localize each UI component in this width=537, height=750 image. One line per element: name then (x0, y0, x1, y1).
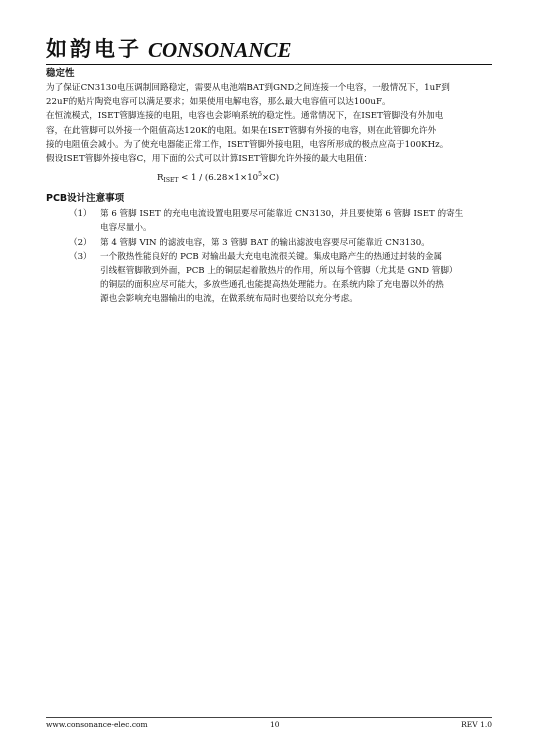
section-title-pcb: PCB设计注意事项 (46, 193, 125, 205)
list-item-number: （2） (69, 237, 92, 248)
formula-superscript: 5 (258, 171, 262, 179)
text-line: 假设ISET管脚外接电容C，用下面的公式可以计算ISET管脚允许外接的最大电阻值： (46, 154, 373, 165)
text-line: 第 6 管脚 ISET 的充电电流设置电阻要尽可能靠近 CN3130，并且要使第 6 管脚 ISET 的寄生 (100, 209, 464, 220)
page-content (46, 67, 492, 307)
text-line: 22uF的贴片陶瓷电容可以满足要求；如果使用电解电容，那么最大电容值可以达100uF。 (46, 97, 391, 108)
page-number: 10 (270, 720, 280, 729)
text-line: 的铜层的面积应尽可能大，多放些通孔也能提高热处理能力。在系统内除了充电器以外的热 (100, 280, 444, 291)
text-line: 引线框管脚散到外面，PCB 上的铜层起着散热片的作用，所以每个管脚（尤其是 GND 管脚） (100, 266, 458, 277)
list-item (46, 236, 492, 250)
formula-subscript: ISET (163, 177, 179, 185)
text-line: 源也会影响充电器输出的电流，在做系统布局时也要给以充分考虑。 (100, 294, 358, 305)
company-logo-cn: 如韵电子 (46, 36, 142, 61)
text-line: 电容尽量小。 (100, 223, 152, 234)
text-line: 接的电阻值会减小。为了使充电器能正常工作，ISET管脚外接电阻，电容所形成的极点应高于100KHz。 (46, 139, 449, 150)
text-line: 容，在此管脚可以外接一个阻值高达120K的电阻。如果在ISET管脚有外接的电容，则在此管脚允许外 (46, 125, 437, 136)
list-item (46, 250, 492, 307)
text-line: 一个散热性能良好的 PCB 对输出最大充电电流很关键。集成电路产生的热通过封装的金属 (100, 251, 443, 262)
text-line: 第 4 管脚 VIN 的滤波电容，第 3 管脚 BAT 的输出滤波电容要尽可能靠近 CN3130。 (100, 237, 430, 248)
list-item-number: （1） (69, 209, 92, 220)
list-item-number: （3） (69, 251, 92, 262)
list-item (46, 207, 492, 235)
stability-paragraph-1 (46, 81, 492, 109)
text-line: 在恒流模式，ISET管脚连接的电阻，电容也会影响系统的稳定性。通常情况下，在ISET管脚没有外加电 (46, 111, 444, 122)
pcb-guidelines-list (46, 207, 492, 306)
revision-label: REV 1.0 (461, 720, 492, 729)
iset-resistance-formula (46, 168, 492, 188)
header-divider (46, 64, 492, 65)
formula-mid: < 1 / (6.28×1×10 (181, 173, 259, 184)
company-logo-en: CONSONANCE (148, 38, 292, 62)
text-line: 为了保证CN3130电压调制回路稳定，需要从电池端BAT到GND之间连接一个电容，一般情况下，1uF到 (46, 83, 450, 93)
footer-website-link[interactable]: www.consonance-elec.com (46, 720, 148, 729)
formula-end: ×C) (261, 173, 280, 184)
page-header (46, 36, 496, 66)
page-footer (46, 718, 492, 732)
section-title-stability: 稳定性 (46, 68, 75, 79)
stability-paragraph-2 (46, 109, 492, 166)
formula-r: R (157, 173, 164, 184)
